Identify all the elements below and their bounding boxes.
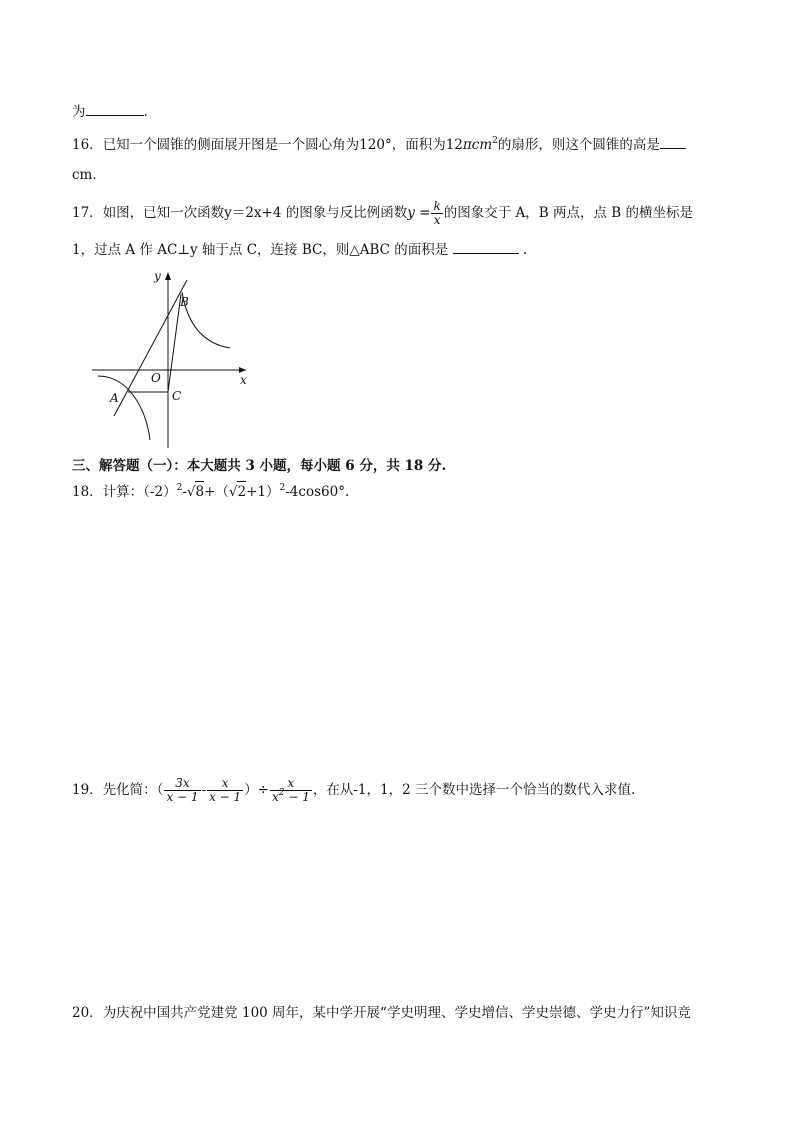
q20-line [72, 1003, 691, 1023]
q19-frac3-den-b: − 1 [284, 790, 310, 804]
y-axis-arrow-icon [165, 272, 171, 280]
q19-tail: ，在从-1，1，2 三个数中选择一个恰当的数代入求值. [312, 782, 636, 798]
q17-frac-num: k [433, 199, 441, 213]
q18-sqrt2: 2 [237, 481, 247, 502]
q18-tail: -4cos60°. [285, 484, 350, 500]
label-x: x [240, 373, 247, 387]
q16-area-sym: πcm [462, 137, 493, 153]
q19-frac1-den: x − 1 [166, 790, 199, 804]
q18-minus: - [182, 484, 187, 500]
q19-frac3-den-exp: 2 [278, 788, 285, 798]
q19-frac3 [270, 777, 312, 804]
q18-exp2: 2 [279, 483, 286, 493]
q18-number: 18． [72, 484, 103, 500]
q16-area-exp: 2 [492, 136, 498, 146]
q19-frac3-den [270, 788, 312, 804]
q17-function-graph [88, 268, 258, 452]
q16-text-a: 已知一个圆锥的侧面展开图是一个圆心角为120°，面积为 [102, 137, 446, 153]
q19-divide: ）÷ [244, 782, 269, 798]
q17-text-b: 的图象交于 A，B 两点，点 B 的横坐标是 [443, 205, 693, 221]
q19-frac3-den-a: x [272, 790, 279, 804]
q16-line2 [72, 165, 106, 185]
q17-line2-text: 1，过点 A 作 AC⊥y 轴于点 C，连接 BC，则△ABC 的面积是 [72, 242, 449, 258]
q16-unit: cm． [72, 167, 106, 183]
q18-line [72, 481, 349, 502]
q18-sqrt8: 8 [195, 481, 205, 502]
radical-icon: √ [228, 484, 238, 500]
q17-number: 17． [72, 205, 103, 221]
q19-frac2 [207, 777, 243, 804]
q16-text-b: 的扇形，则这个圆锥的高是 [497, 137, 660, 153]
q16-number: 16． [72, 137, 103, 153]
hyperbola-branch-right [182, 292, 230, 348]
q15-answer-blank[interactable] [86, 101, 144, 116]
q15-tail [72, 101, 148, 122]
q20-text: 为庆祝中国共产党建党 100 周年，某中学开展“学史明理、学史增信、学史崇德、学史力行”知识竞 [102, 1005, 691, 1021]
q19-minus: - [201, 782, 207, 798]
q16-line1 [72, 134, 686, 155]
label-c: C [172, 389, 182, 403]
q19-frac1 [164, 777, 200, 804]
q19-lead: 先化简：（ [102, 782, 164, 798]
q19-frac2-den: x − 1 [209, 790, 242, 804]
q18-exp1: 2 [176, 483, 183, 493]
section3-heading: 三、解答题（一）：本大题共 3 小题，每小题 6 分，共 18 分. [72, 458, 447, 474]
q17-fraction [431, 200, 442, 227]
q17-text-a: 如图，已知一次函数y＝2x+4 的图象与反比例函数 [102, 205, 408, 221]
label-a: A [110, 391, 119, 405]
q19-frac1-num: 3x [164, 777, 200, 791]
q19-number: 19． [72, 782, 103, 798]
q17-answer-blank[interactable] [453, 239, 519, 254]
q17-line1 [72, 200, 693, 227]
label-o: O [151, 371, 161, 385]
label-b: B [180, 295, 189, 309]
q20-number: 20． [72, 1005, 103, 1021]
q18-lead: 计算：（-2） [102, 484, 177, 500]
hyperbola-branch-left [98, 376, 150, 440]
q17-line2 [72, 239, 527, 260]
radical-icon: √ [186, 484, 196, 500]
q19-frac3-num: x [270, 777, 312, 791]
label-y: y [154, 269, 161, 283]
q19-line [72, 775, 635, 805]
q17-end: . [522, 242, 528, 258]
q17-y-eq: y = [407, 205, 431, 221]
q16-area-num: 12 [445, 137, 463, 153]
q15-text: 为 [72, 104, 86, 120]
q17-frac-den: x [433, 213, 441, 227]
q18-plus1: +1） [246, 484, 280, 500]
q18-plus: +（ [204, 484, 229, 500]
q15-end: . [143, 104, 148, 120]
q19-frac2-num: x [207, 777, 243, 791]
q16-answer-blank[interactable] [660, 134, 686, 149]
